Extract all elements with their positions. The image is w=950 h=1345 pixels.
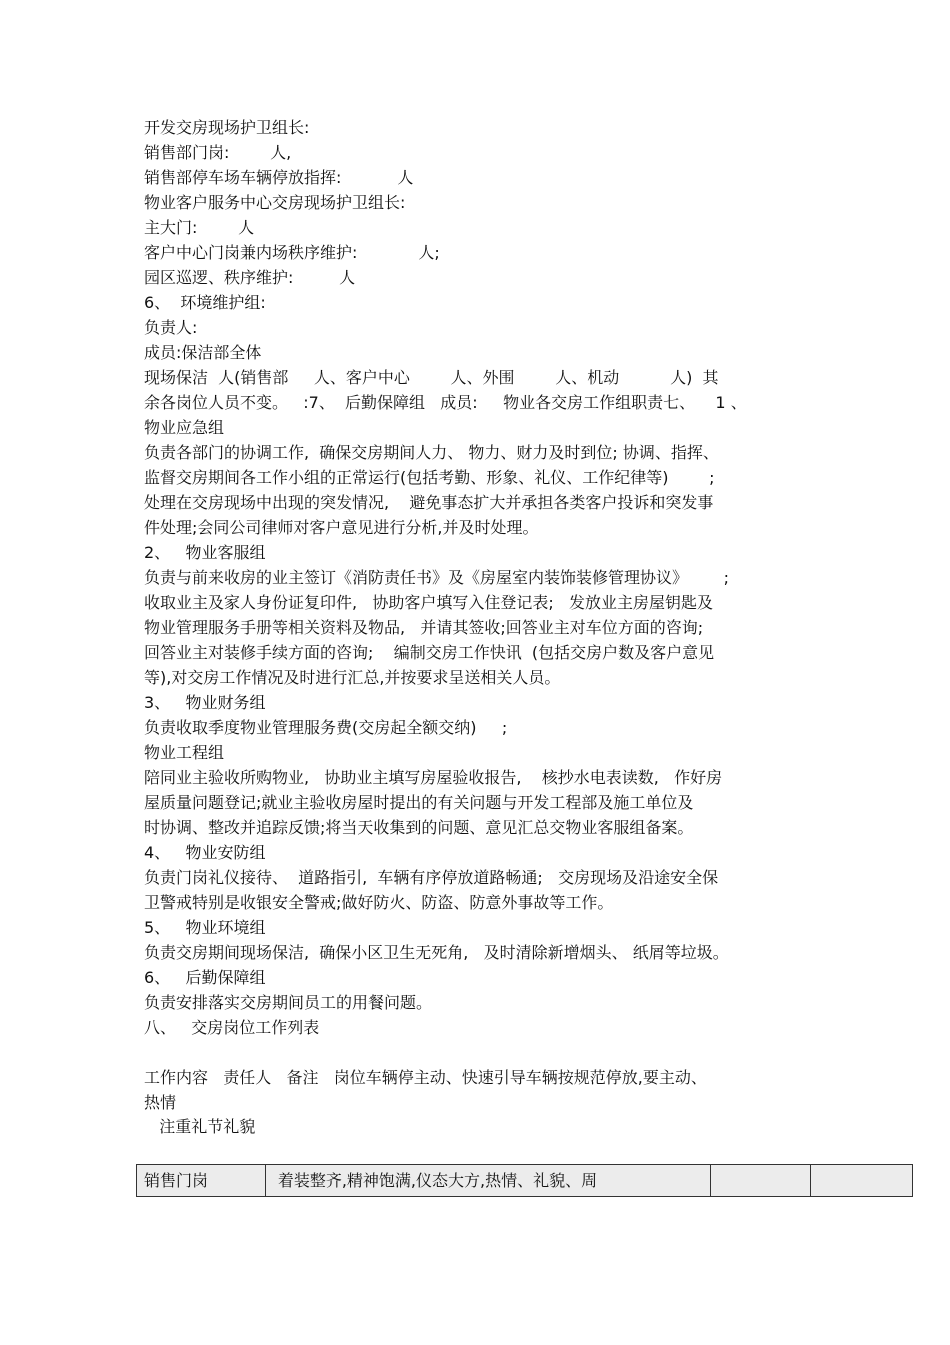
text-line: 注重礼节礼貌 [144, 1117, 256, 1136]
text-line: 园区巡逻、秩序维护: 人 [144, 268, 356, 287]
text-line: 成员:保洁部全体 [144, 343, 262, 362]
text-line: 收取业主及家人身份证复印件, 协助客户填写入住登记表; 发放业主房屋钥匙及 [144, 593, 713, 612]
text-line: 处理在交房现场中出现的突发情况, 避免事态扩大并承担各类客户投诉和突发事 [144, 493, 714, 512]
section-heading: 6、 环境维护组: [144, 293, 266, 312]
text-line: 负责收取季度物业管理服务费(交房起全额交纳) ; [144, 718, 508, 737]
section-heading: 5、 物业环境组 [144, 918, 266, 937]
note-cell [811, 1165, 913, 1197]
text-line: 现场保洁 人(销售部 人、客户中心 人、外围 人、机动 人) 其 [144, 368, 719, 387]
text-line: 卫警戒特别是收银安全警戒;做好防火、防盗、防意外事故等工作。 [144, 893, 614, 912]
text-line: 回答业主对装修手续方面的咨询; 编制交房工作快讯 (包括交房户数及客户意见 [144, 643, 715, 662]
text-line: 负责人: [144, 318, 198, 337]
text-line: 监督交房期间各工作小组的正常运行(包括考勤、形象、礼仪、工作纪律等) ; [144, 468, 715, 487]
section-heading: 物业应急组 [144, 418, 225, 437]
text-line: 负责与前来收房的业主签订《消防责任书》及《房屋室内装饰装修管理协议》 ; [144, 568, 729, 587]
text-line: 负责交房期间现场保洁, 确保小区卫生无死角, 及时清除新增烟头、 纸屑等垃圾。 [144, 943, 729, 962]
person-cell [711, 1165, 811, 1197]
table-header-text: 工作内容 责任人 备注 岗位车辆停主动、快速引导车辆按规范停放,要主动、 [144, 1068, 707, 1087]
text-line: 开发交房现场护卫组长: [144, 118, 310, 137]
content-cell: 着装整齐,精神饱满,仪态大方,热情、礼貌、周 [265, 1165, 710, 1197]
text-line: 主大门: 人 [144, 218, 255, 237]
section-heading: 6、 后勤保障组 [144, 968, 266, 987]
text-line: 负责各部门的协调工作, 确保交房期间人力、 物力、财力及时到位; 协调、指挥、 [144, 443, 719, 462]
text-line: 热情 [144, 1093, 177, 1112]
text-line: 销售部门岗: 人, [144, 143, 292, 162]
text-line: 客户中心门岗兼内场秩序维护: 人; [144, 243, 440, 262]
table-row [137, 1165, 913, 1197]
text-line: 余各岗位人员不变。 :7、 后勤保障组 成员: 物业各交房工作组职责七、 1 、 [144, 393, 747, 412]
section-heading: 物业工程组 [144, 743, 225, 762]
job-list-table [136, 1164, 913, 1197]
section-heading: 4、 物业安防组 [144, 843, 266, 862]
post-cell: 销售门岗 [137, 1165, 266, 1197]
section-heading: 八、 交房岗位工作列表 [144, 1018, 320, 1037]
text-line: 屋质量问题登记;就业主验收房屋时提出的有关问题与开发工程部及施工单位及 [144, 793, 694, 812]
text-line: 时协调、整改并追踪反馈;将当天收集到的问题、意见汇总交物业客服组备案。 [144, 818, 694, 837]
text-line: 件处理;会同公司律师对客户意见进行分析,并及时处理。 [144, 518, 539, 537]
section-heading: 2、 物业客服组 [144, 543, 266, 562]
text-line: 负责安排落实交房期间员工的用餐问题。 [144, 993, 433, 1012]
text-line: 负责门岗礼仪接待、 道路指引, 车辆有序停放道路畅通; 交房现场及沿途安全保 [144, 868, 719, 887]
text-line: 物业客户服务中心交房现场护卫组长: [144, 193, 406, 212]
text-line: 物业管理服务手册等相关资料及物品, 并请其签收;回答业主对车位方面的咨询; [144, 618, 704, 637]
section-heading: 3、 物业财务组 [144, 693, 266, 712]
text-line: 销售部停车场车辆停放指挥: 人 [144, 168, 414, 187]
text-line: 等),对交房工作情况及时进行汇总,并按要求呈送相关人员。 [144, 668, 561, 687]
text-line: 陪同业主验收所购物业, 协助业主填写房屋验收报告, 核抄水电表读数, 作好房 [144, 768, 723, 787]
